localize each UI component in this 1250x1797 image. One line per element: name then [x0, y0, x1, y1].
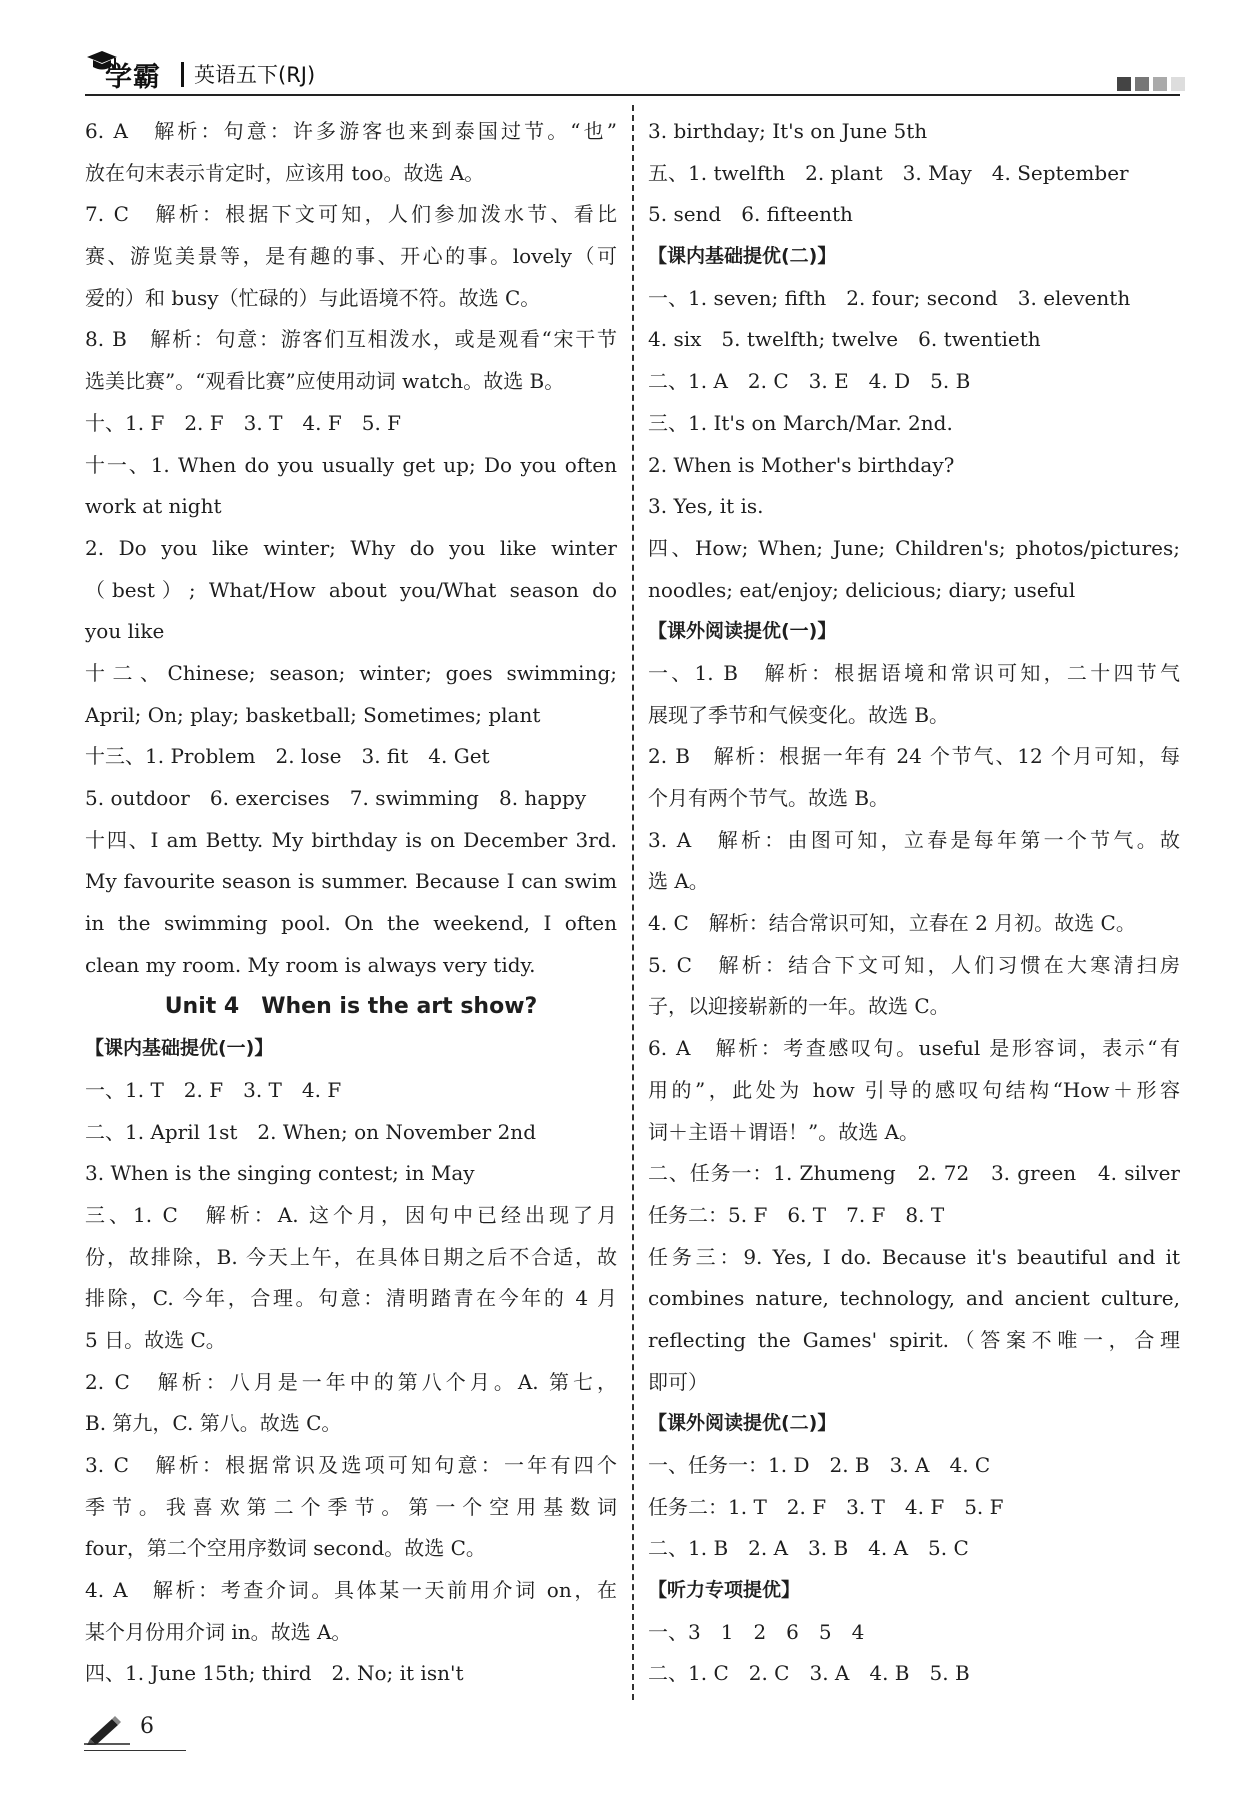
decorative-squares: [1117, 77, 1185, 91]
answer-line: 3. When is the singing contest; in May: [85, 1161, 475, 1186]
answer-line: 5. send 6. fifteenth: [648, 202, 853, 227]
answer-line: clean my room. My room is always very tidy.: [85, 952, 536, 977]
answer-line: 十三、1. Problem 2. lose 3. fit 4. Get: [85, 744, 490, 769]
page-header: [85, 45, 1185, 95]
decor-square: [1171, 77, 1185, 91]
section-heading: 【听力专项提优】: [648, 1579, 801, 1602]
header-separator: [181, 62, 184, 87]
answer-line: 5. C 解析：结合下文可知，人们习惯在大寒清扫房: [648, 952, 1180, 977]
section-heading: 【课内基础提优(二)】: [648, 245, 837, 268]
answer-line: 二、1. C 2. C 3. A 4. B 5. B: [648, 1661, 970, 1686]
decor-square: [1153, 77, 1167, 91]
footer-rule: [84, 1750, 186, 1751]
answer-line: four，第二个空用序数词 second。故选 C。: [85, 1536, 486, 1561]
section-heading: 【课外阅读提优(一)】: [648, 620, 837, 643]
brand-logo: [85, 45, 175, 93]
answer-line: 4. A 解析：考查介词。具体某一天前用介词 on，在: [85, 1578, 617, 1603]
answer-line: 8. B 解析：句意：游客们互相泼水，或是观看“宋干节: [85, 327, 617, 352]
subject-title: 英语五下(RJ): [194, 63, 316, 87]
answer-line: 三、1. C 解析：A. 这个月，因句中已经出现了月: [85, 1202, 617, 1227]
answer-line: 4. six 5. twelfth; twelve 6. twentieth: [648, 327, 1041, 352]
answer-line: 排除，C. 今年，合理。句意：清明踏青在今年的 4 月: [85, 1286, 617, 1311]
answer-line: 放在句末表示肯定时，应该用 too。故选 A。: [85, 160, 485, 185]
decor-square: [1135, 77, 1149, 91]
answer-line: 2. B 解析：根据一年有 24 个节气、12 个月可知，每: [648, 744, 1180, 769]
answer-line: 某个月份用介词 in。故选 A。: [85, 1619, 352, 1644]
header-rule: [85, 94, 1180, 96]
answer-line: 3. Yes, it is.: [648, 494, 764, 519]
answer-line: 5 日。故选 C。: [85, 1327, 226, 1352]
answer-line: 7. C 解析：根据下文可知，人们参加泼水节、看比: [85, 202, 617, 227]
answer-line: 一、3 1 2 6 5 4: [648, 1619, 865, 1644]
answer-line: 二、1. April 1st 2. When; on November 2nd: [85, 1119, 536, 1144]
answer-line: 任务二：5. F 6. T 7. F 8. T: [648, 1202, 945, 1227]
answer-line: noodles; eat/enjoy; delicious; diary; useful: [648, 577, 1076, 602]
right-column: [648, 111, 1180, 1695]
answer-line: work at night: [85, 494, 222, 519]
answer-line: 季节。我喜欢第二个季节。第一个空用基数词: [85, 1494, 617, 1519]
answer-line: 二、1. B 2. A 3. B 4. A 5. C: [648, 1536, 969, 1561]
answer-line: 三、1. It's on March/Mar. 2nd.: [648, 410, 953, 435]
answer-line: 一、任务一：1. D 2. B 3. A 4. C: [648, 1453, 991, 1477]
logo-text: 学霸: [105, 62, 161, 93]
column-divider: [632, 105, 634, 1700]
pencil-icon: [84, 1715, 130, 1745]
answer-line: 2. Do you like winter; Why do you like winter: [85, 535, 617, 560]
section-heading: 【课外阅读提优(二)】: [648, 1412, 837, 1435]
answer-line: 子，以迎接崭新的一年。故选 C。: [648, 994, 950, 1019]
section-heading: 【课内基础提优(一)】: [85, 1037, 274, 1060]
answer-line: 任务三：9. Yes, I do. Because it's beautiful and it: [648, 1244, 1180, 1269]
answer-line: 6. A 解析：句意：许多游客也来到泰国过节。“也”: [85, 119, 617, 143]
answer-line: 四、1. June 15th; third 2. No; it isn't: [85, 1661, 464, 1686]
answer-line: （best）; What/How about you/What season do: [85, 577, 617, 602]
answer-line: 2. When is Mother's birthday?: [648, 452, 955, 477]
decor-square: [1117, 77, 1131, 91]
answer-line: 个月有两个节气。故选 B。: [648, 786, 890, 810]
answer-line: 十四、I am Betty. My birthday is on December 3rd.: [85, 827, 617, 852]
answer-line: 四、How; When; June; Children's; photos/pictures;: [648, 535, 1180, 560]
answer-line: 4. C 解析：结合常识可知，立春在 2 月初。故选 C。: [648, 911, 1136, 936]
answer-line: My favourite season is summer. Because I can swim: [85, 869, 617, 894]
answer-line: 展现了季节和气候变化。故选 B。: [648, 702, 950, 727]
answer-line: combines nature, technology, and ancient culture,: [648, 1286, 1180, 1311]
answer-line: 即可）: [648, 1369, 708, 1394]
answer-line: 3. C 解析：根据常识及选项可知句意：一年有四个: [85, 1453, 617, 1477]
answer-line: 十一、1. When do you usually get up; Do you often: [85, 452, 617, 477]
answer-line: 二、1. A 2. C 3. E 4. D 5. B: [648, 369, 971, 394]
answer-line: April; On; play; basketball; Sometimes; plant: [85, 702, 541, 727]
answer-line: 选 A。: [648, 869, 709, 894]
answer-line: 一、1. T 2. F 3. T 4. F: [85, 1077, 342, 1102]
answer-line: 赛、游览美景等，是有趣的事、开心的事。lovely（可: [85, 244, 617, 269]
answer-line: you like: [85, 619, 165, 644]
answer-line: 选美比赛”。“观看比赛”应使用动词 watch。故选 B。: [85, 369, 565, 394]
answer-line: 二、任务一：1. Zhumeng 2. 72 3. green 4. silver: [648, 1161, 1180, 1186]
answer-line: 3. birthday; It's on June 5th: [648, 119, 928, 143]
answer-line: 爱的）和 busy（忙碌的）与此语境不符。故选 C。: [85, 285, 541, 310]
answer-line: 用的”，此处为 how 引导的感叹句结构“How＋形容: [648, 1077, 1180, 1102]
answer-line: 3. A 解析：由图可知，立春是每年第一个节气。故: [648, 827, 1180, 852]
answer-line: reflecting the Games' spirit.（答案不唯一，合理: [648, 1327, 1180, 1352]
answer-line: 一、1. seven; fifth 2. four; second 3. eleventh: [648, 285, 1131, 310]
answer-line: 十、1. F 2. F 3. T 4. F 5. F: [85, 410, 402, 435]
answer-line: 一、1. B 解析：根据语境和常识可知，二十四节气: [648, 660, 1180, 685]
answer-line: 份，故排除，B. 今天上午，在具体日期之后不合适，故: [85, 1244, 617, 1269]
answer-line: 五、1. twelfth 2. plant 3. May 4. September: [648, 160, 1129, 185]
left-column: [85, 111, 617, 1695]
answer-line: B. 第九，C. 第八。故选 C。: [85, 1411, 342, 1436]
answer-line: 词＋主语＋谓语！”。故选 A。: [648, 1119, 920, 1144]
page-number: 6: [140, 1714, 154, 1739]
answer-line: 十二、Chinese; season; winter; goes swimming;: [85, 660, 617, 685]
answer-line: 任务二：1. T 2. F 3. T 4. F 5. F: [648, 1494, 1004, 1519]
answer-line: 5. outdoor 6. exercises 7. swimming 8. happy: [85, 786, 587, 810]
answer-line: in the swimming pool. On the weekend, I often: [85, 911, 617, 936]
answer-line: 6. A 解析：考查感叹句。useful 是形容词，表示“有: [648, 1036, 1180, 1061]
unit-title: Unit 4 When is the art show?: [164, 994, 538, 1020]
answer-line: 2. C 解析：八月是一年中的第八个月。A. 第七，: [85, 1369, 617, 1394]
